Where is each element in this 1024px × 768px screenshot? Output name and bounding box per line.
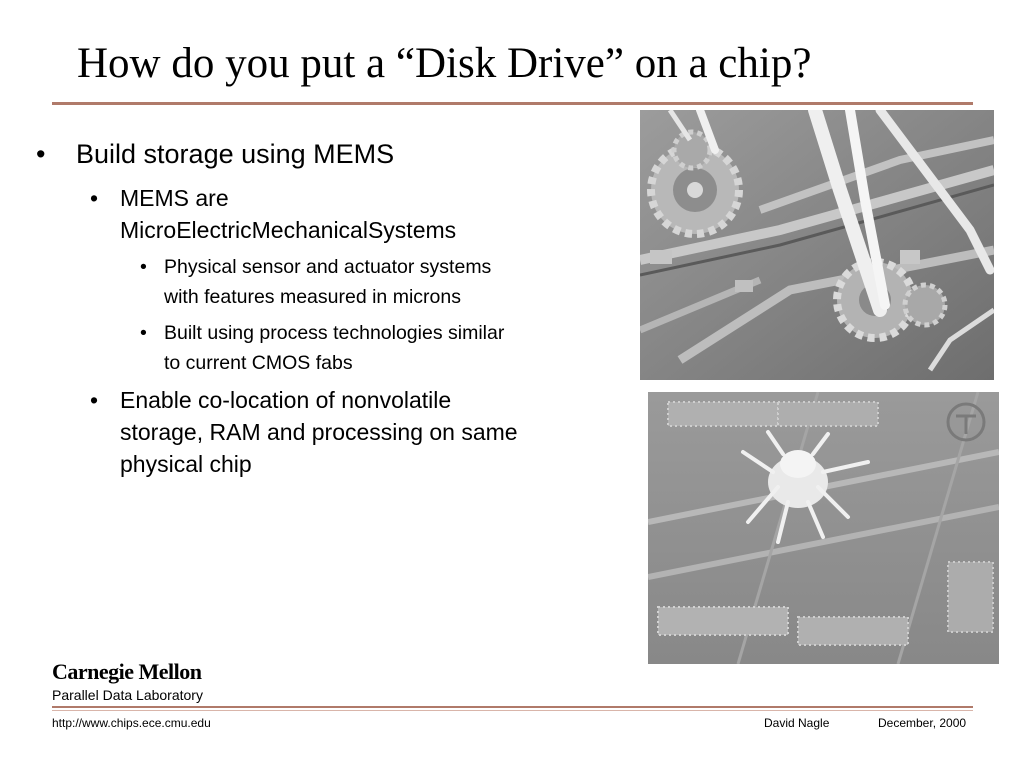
bullet-text-line: to current CMOS fabs	[164, 352, 353, 374]
bullet-level3	[30, 252, 630, 312]
bullet-level2	[30, 182, 630, 246]
bullet-text: Build storage using MEMS	[76, 139, 395, 169]
title-divider	[52, 102, 973, 105]
slide-title: How do you put a “Disk Drive” on a chip?	[77, 40, 812, 87]
footer-date: December, 2000	[878, 716, 967, 730]
carnegie-mellon-logo: Carnegie Mellon	[52, 659, 202, 684]
footer-divider	[52, 706, 973, 708]
mems-gears-photo	[640, 110, 994, 380]
bullet-text-line: Physical sensor and actuator systems	[164, 256, 492, 278]
dust-mite-illustration	[648, 392, 999, 664]
bullet-dot: •	[140, 322, 147, 344]
mems-gears-illustration	[640, 110, 994, 380]
bullet-dot: •	[36, 139, 46, 169]
bullet-text-line: MicroElectricMechanicalSystems	[120, 217, 457, 243]
mems-dust-mite-photo	[648, 392, 999, 664]
bullet-text-line: storage, RAM and processing on same	[120, 419, 518, 445]
bullet-text-line: with features measured in microns	[164, 286, 461, 308]
bullet-text-line: physical chip	[120, 451, 252, 477]
bullet-level2	[30, 384, 630, 480]
footer-url: http://www.chips.ece.cmu.edu	[52, 716, 211, 730]
bullet-dot: •	[90, 387, 99, 413]
footer-divider-thin	[52, 710, 973, 711]
bullet-text-line: MEMS are	[120, 185, 229, 211]
bullet-level1	[30, 138, 630, 170]
footer-author: David Nagle	[764, 716, 830, 730]
bullet-list	[30, 138, 630, 486]
bullet-text-line: Built using process technologies similar	[164, 322, 505, 344]
bullet-dot: •	[140, 256, 147, 278]
bullet-text-line: Enable co-location of nonvolatile	[120, 387, 452, 413]
lab-name: Parallel Data Laboratory	[52, 687, 203, 703]
bullet-level3	[30, 318, 630, 378]
bullet-dot: •	[90, 185, 99, 211]
